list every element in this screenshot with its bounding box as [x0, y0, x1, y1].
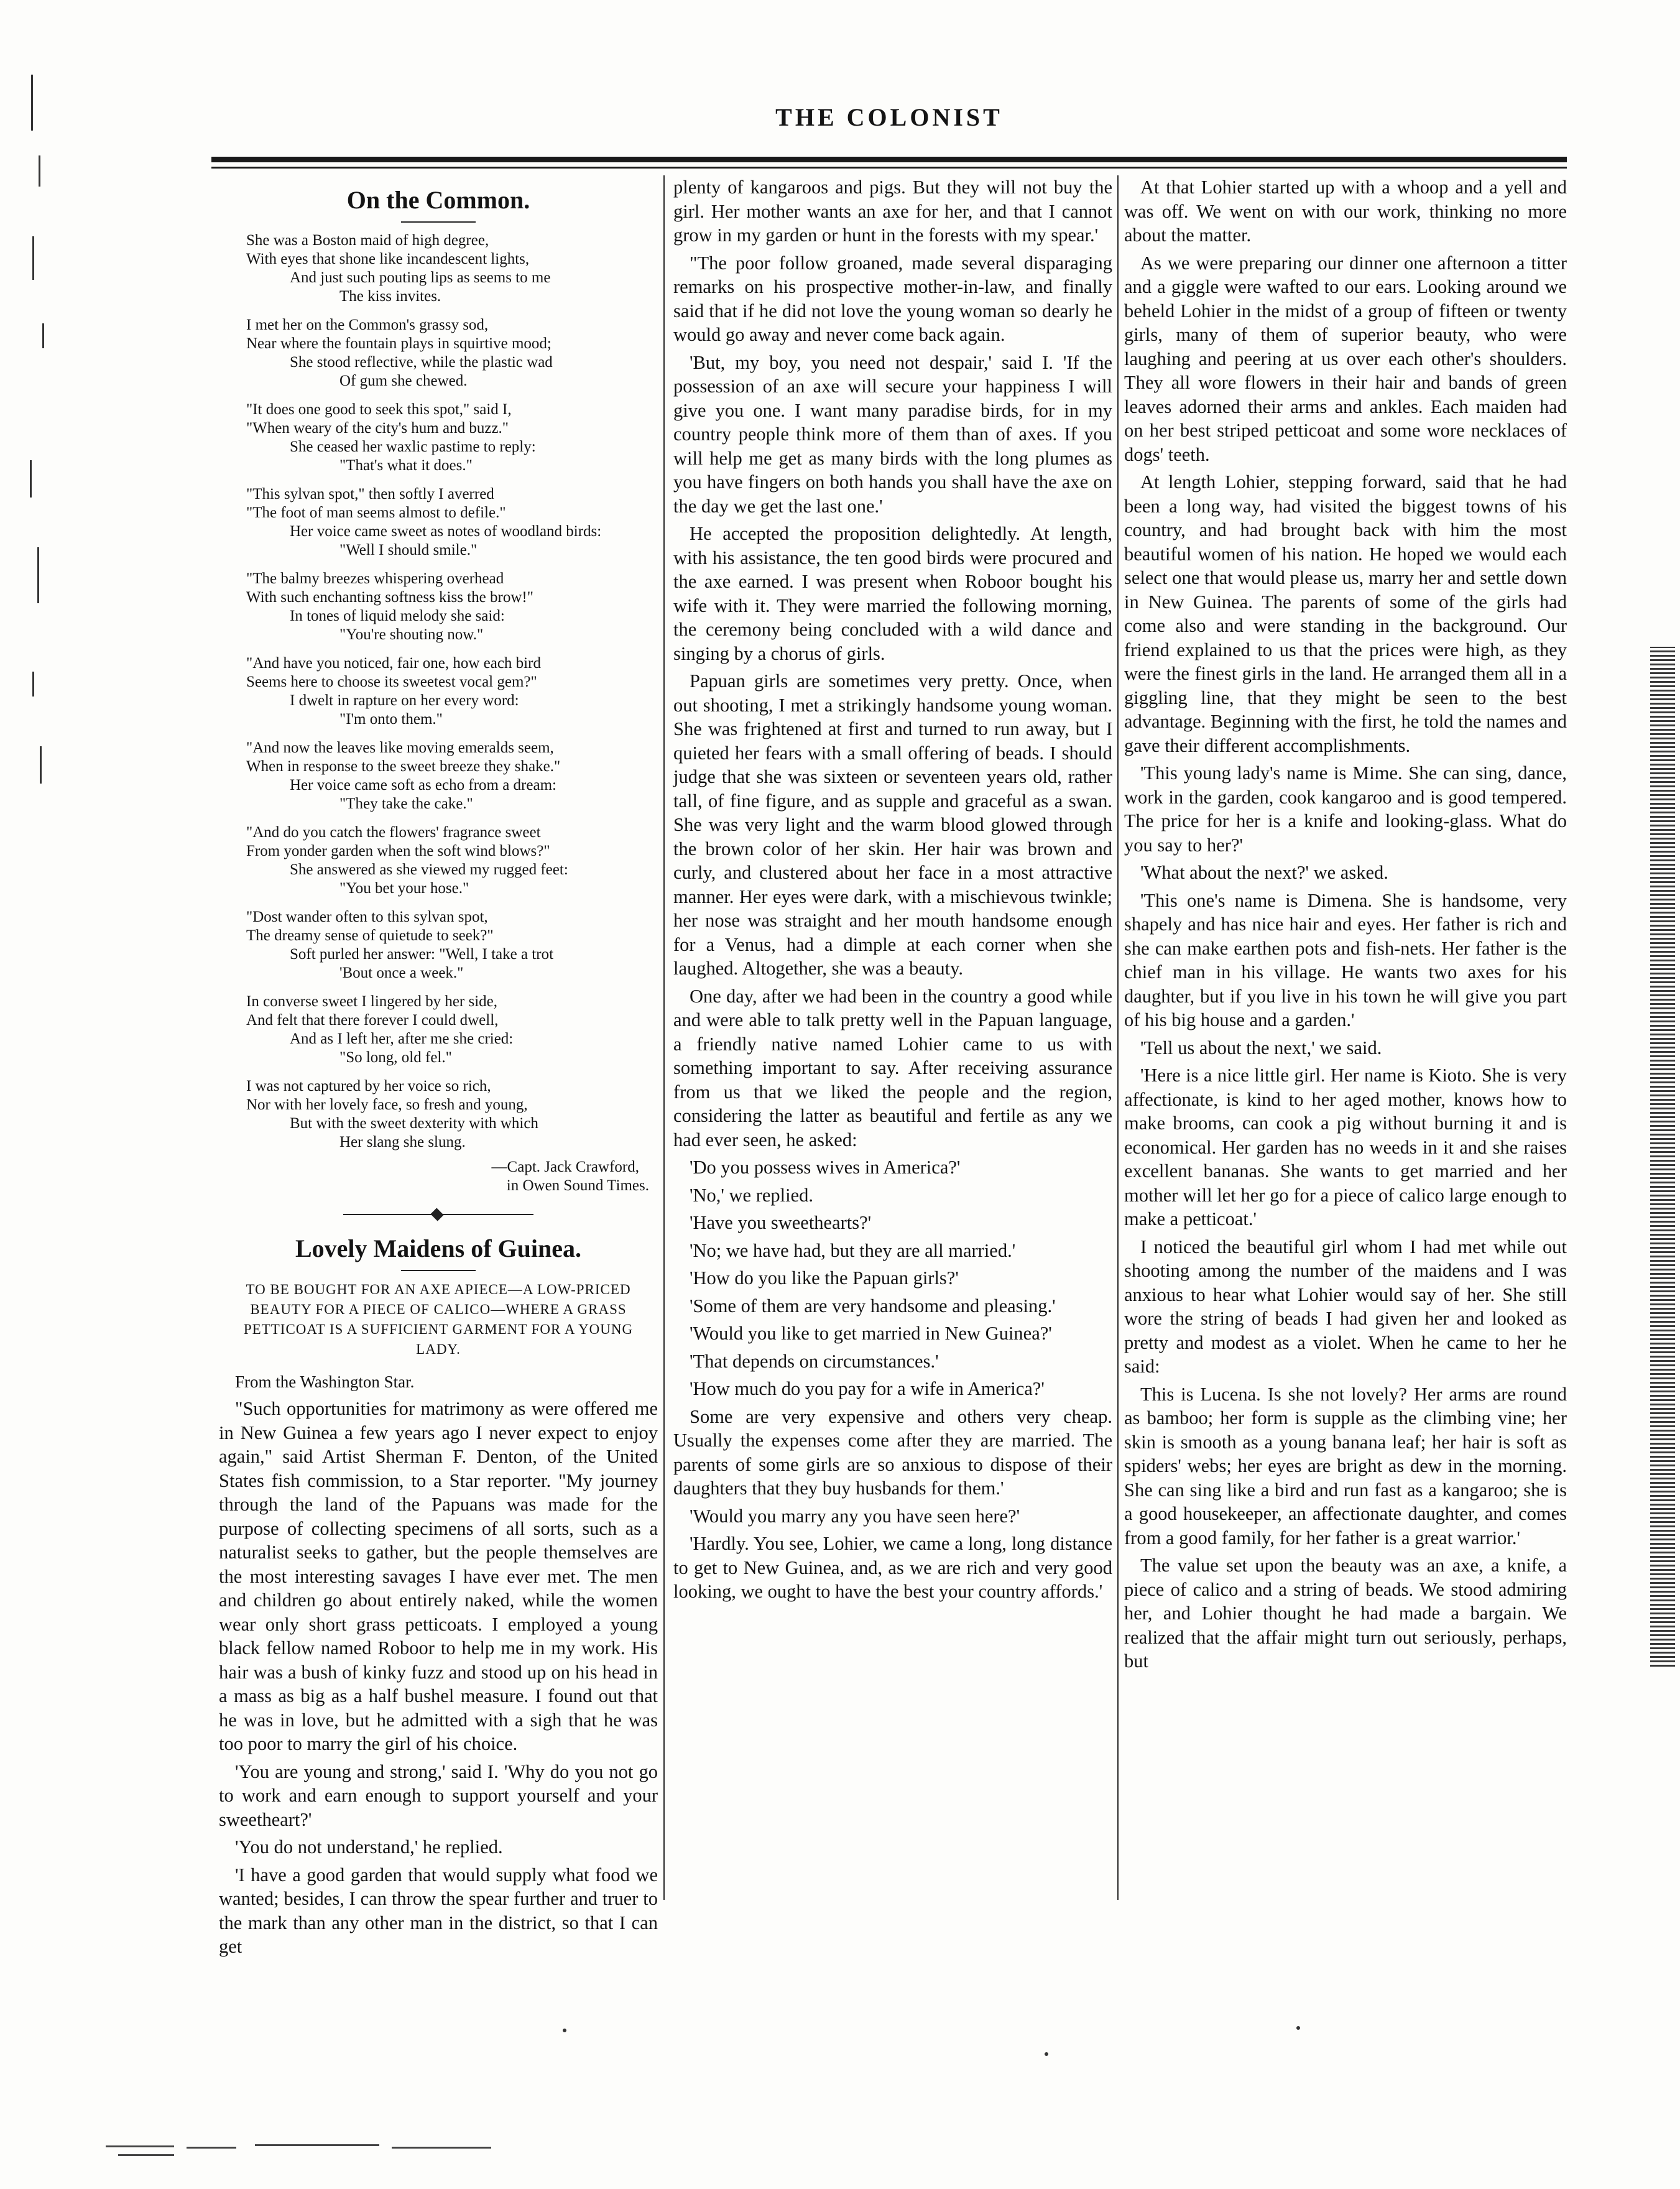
article-paragraph: 'You do not understand,' he replied.: [235, 1836, 503, 1858]
scan-margin-marks: [25, 62, 62, 808]
article-paragraph: I noticed the beautiful girl whom I had met while out shooting among the number of the maidens and I was anxious to hear what Lohier would say of her. She still wore the string of beads I had given her and looked as pretty and modest as a violet. When he came to her he said:: [1124, 1236, 1567, 1377]
poem-stanza: [219, 823, 658, 898]
poem-line: And just such pouting lips as seems to me: [290, 269, 551, 286]
poem-line: When in response to the sweet breeze they shake.": [246, 758, 561, 775]
column-2: [673, 175, 1112, 1900]
article-paragraph: 'Tell us about the next,' we said.: [1140, 1037, 1382, 1058]
poem-line: Her voice came soft as echo from a dream:: [290, 777, 556, 794]
article-source: From the Washington Star.: [235, 1372, 415, 1391]
column-3: [1124, 175, 1567, 1900]
column-3-text: [1124, 175, 1567, 1673]
masthead: THE COLONIST: [775, 103, 1003, 131]
column-rule-2: [1117, 175, 1119, 1900]
poem-line: "And now the leaves like moving emeralds seem,: [246, 739, 554, 756]
poem-stanza: [219, 739, 658, 813]
article-paragraph: 'Would you like to get married in New Guinea?': [690, 1323, 1052, 1344]
poem-line: "When weary of the city's hum and buzz.": [246, 420, 509, 437]
poem-line: With eyes that shone like incandescent lights,: [246, 251, 530, 267]
poem-line: Soft purled her answer: "Well, I take a trot: [290, 946, 554, 963]
article-paragraph: 'Some of them are very handsome and pleasing.': [690, 1295, 1056, 1317]
poem-line: With such enchanting softness kiss the brow!": [246, 589, 533, 606]
scan-bottom-marks: [93, 2139, 504, 2164]
poem-line: She answered as she viewed my rugged feet:: [290, 861, 568, 878]
article-paragraph: One day, after we had been in the country a good while and were able to talk pretty well in the Papuan language, a friendly native named Lohier came to us with something important to say. After receiving assurance from us that we liked the people and the region, considering the latter as beautiful and fertile as any we had ever seen, he asked:: [673, 985, 1112, 1150]
poem-line: The kiss invites.: [339, 288, 441, 305]
poem-stanza: [219, 654, 658, 729]
article-paragraph: The value set upon the beauty was an axe, a knife, a piece of calico and a string of beads. We stood admiring her, and Lohier thought he had made a bargain. We realized that the affair might turn out seriously, perhaps, but: [1124, 1555, 1567, 1672]
masthead-rule-thin: [211, 167, 1567, 169]
poem-line: The dreamy sense of quietude to seek?": [246, 927, 494, 944]
section-divider: [219, 1205, 658, 1224]
column-1-text: [219, 1397, 658, 1959]
poem-line: "It does one good to seek this spot," said I,: [246, 401, 512, 418]
title-dash: [401, 221, 476, 223]
article-paragraph: As we were preparing our dinner one afternoon a titter and a giggle were wafted to our ears. Looking around we beheld Lohier in the midst of a group of fifteen or twenty girls, many of them of superior beauty, who were laughing and peering at us over each other's shoulders. They all wore flowers in their hair and bands of green leaves adorned their arms and ankles. Each maiden had on her best striped petticoat and some wore necklaces of dogs' teeth.: [1124, 252, 1567, 465]
poem-stanza: [219, 485, 658, 560]
poem-line: But with the sweet dexterity with which: [290, 1115, 538, 1132]
article-paragraph: 'No; we have had, but they are all married.': [690, 1239, 1016, 1261]
column-rule-1: [663, 175, 665, 1900]
poem-line: 'Bout once a week.": [339, 965, 464, 981]
poem-title: On the Common.: [346, 186, 530, 214]
article-paragraph: 'Do you possess wives in America?': [690, 1157, 961, 1178]
poem-line: "This sylvan spot," then softly I averred: [246, 486, 494, 502]
poem-line: I met her on the Common's grassy sod,: [246, 317, 489, 333]
article-paragraph: 'This young lady's name is Mime. She can sing, dance, work in the garden, cook kangaroo and is good tempered. The price for her is a knife and looking-glass. What do you say to her?': [1124, 762, 1567, 856]
masthead-rule-thick: [211, 157, 1567, 162]
article-deck: TO BE BOUGHT FOR AN AXE APIECE—A LOW-PRICED BEAUTY FOR A PIECE OF CALICO—WHERE A GRASS PETTICOAT IS A SUFFICIENT GARMENT FOR A YOUNG LADY.: [243, 1282, 634, 1357]
poem-line: Her voice came sweet as notes of woodland birds:: [290, 523, 602, 540]
poem-line: "You bet your hose.": [339, 880, 469, 897]
poem-stanza: [219, 231, 658, 306]
article-paragraph: "Such opportunities for matrimony as were offered me in New Guinea a few years ago I never expect to enjoy again," said Artist Sherman F. Denton, of the United States fish commission, to a Star reporter. "My journey through the land of the Papuans was made for the purpose of collecting specimens of all sorts, such as a naturalist seeks to gather, but the people themselves are the most interesting savages I have ever met. The men and children go about entirely naked, while the women wear only short grass petticoats. I employed a young black fellow named Roboor to help me in my work. His hair was a bush of kinky fuzz and stood up on his head in a mass as big as a half bushel measure. I found out that he was in love, but he admitted with a sigh that he was too poor to marry the girl of his choice.: [219, 1398, 658, 1754]
article-paragraph: 'Have you sweethearts?': [690, 1212, 872, 1233]
article-paragraph: "The poor follow groaned, made several disparaging remarks on his prospective mother-in-law, and finally said that if he did not love the young woman so dearly he would go away and never come back again.: [673, 252, 1112, 345]
poem-line: "And do you catch the flowers' fragrance sweet: [246, 824, 541, 841]
poem-line: She stood reflective, while the plastic wad: [290, 354, 553, 371]
column-1: [219, 175, 658, 1957]
poem-line: I was not captured by her voice so rich,: [246, 1078, 491, 1094]
article-paragraph: 'This one's name is Dimena. She is handsome, very shapely and has nice hair and eyes. Her father is rich and she can make earthen pots and fish-nets. Her father is the chief man in his village. He wants two axes for his daughter, but if you live in his town he will give you part of his big house and a garden.': [1124, 889, 1567, 1030]
poem-credit: —Capt. Jack Crawford,: [491, 1159, 639, 1175]
article-title: Lovely Maidens of Guinea.: [295, 1234, 582, 1262]
title-dash: [401, 1270, 476, 1271]
poem-line: "I'm onto them.": [339, 711, 443, 728]
poem-stanza: [219, 993, 658, 1067]
poem-line: From yonder garden when the soft wind blows?": [246, 843, 550, 859]
article-paragraph: plenty of kangaroos and pigs. But they will not buy the girl. Her mother wants an axe for her, and that I cannot grow in my garden or hunt in the forests with my spear.': [673, 177, 1112, 246]
poem-line: Her slang she slung.: [339, 1134, 466, 1150]
article-paragraph: 'You are young and strong,' said I. 'Why do you not go to work and earn enough to support yourself and your sweetheart?': [219, 1761, 658, 1830]
poem-line: "They take the cake.": [339, 795, 473, 812]
article-paragraph: Papuan girls are sometimes very pretty. Once, when out shooting, I met a strikingly handsome young woman. She was frightened at first and turned to run away, but I quieted her fears with a small offering of beads. I should judge that she was sixteen or seventeen years old, rather tall, of fine figure, and as supple and graceful as a swan. She was very light and the warm blood glowed through the brown color of her skin. Her hair was brown and curly, and clustered about her face in a most attractive manner. Her eyes were dark, with a mischievous twinkle; her nose was straight and her mouth handsome enough for a Venus, had a dimple at each corner when she laughed. Altogether, she was a beauty.: [673, 670, 1112, 979]
article-paragraph: 'Hardly. You see, Lohier, we came a long, long distance to get to New Guinea, and, as we are rich and very good looking, we ought to have the best your country affords.': [673, 1533, 1112, 1602]
article-paragraph: 'No,' we replied.: [690, 1184, 814, 1206]
poem-line: Nor with her lovely face, so fresh and young,: [246, 1096, 528, 1113]
article-paragraph: 'I have a good garden that would supply what food we wanted; besides, I can throw the spear further and truer to the mark than any other man in the district, so that I can get: [219, 1864, 658, 1957]
poem-line: "Dost wander often to this sylvan spot,: [246, 909, 488, 925]
article-paragraph: 'That depends on circumstances.': [690, 1350, 939, 1372]
poem-line: I dwelt in rapture on her every word:: [290, 692, 519, 709]
poem-line: Of gum she chewed.: [339, 373, 468, 389]
article-paragraph: At that Lohier started up with a whoop and a yell and was off. We went on with our work, thinking no more about the matter.: [1124, 177, 1567, 246]
article-paragraph: 'But, my boy, you need not despair,' said I. 'If the possession of an axe will secure your happiness I will give you one. I want many paradise birds, for in my country people think more of them than of axes. If you will help me get as many birds with the long plumes as you have fingers on both hands you shall have the axe on the day we get the last one.': [673, 351, 1112, 517]
poem-line: "That's what it does.": [339, 457, 473, 474]
article-paragraph: 'How much do you pay for a wife in America?': [690, 1378, 1045, 1399]
poem-line: "And have you noticed, fair one, how each bird: [246, 655, 541, 672]
poem-line: "Well I should smile.": [339, 542, 478, 558]
article-paragraph: He accepted the proposition delightedly. At length, with his assistance, the ten good birds were procured and the axe earned. I was present when Roboor bought his wife with it. They were married the following morning, the ceremony being concluded with a wild dance and singing by a chorus of girls.: [673, 523, 1112, 664]
article-paragraph: 'Would you marry any you have seen here?': [690, 1505, 1020, 1527]
poem-line: Near where the fountain plays in squirtive mood;: [246, 335, 552, 352]
article-paragraph: At length Lohier, stepping forward, said that he had been a long way, had visited the biggest towns of his country, and had brought back with him the most beautiful women of his nation. He hoped we would each select one that would please us, marry her and settle down in New Guinea. The parents of some of the girls had come also and were standing in the background. Our friend explained to us that the prices were high, as they were the finest girls in the land. He arranged them all in a giggling line, that they might be seen to the best advantage. Beginning with the first, he told the names and gave their different accomplishments.: [1124, 471, 1567, 756]
scan-right-edge-noise: [1650, 647, 1675, 1667]
column-2-text: [673, 175, 1112, 1604]
poem-stanza: [219, 570, 658, 644]
article-paragraph: 'Here is a nice little girl. Her name is Kioto. She is very affectionate, is kind to her aged mother, knows how to make brooms, can cook a pig without burning it and is economical. Her garden has no weeds in it and she raises excellent bananas. She wants to get married and her mother will let her go for a piece of calico large enough to make a petticoat.': [1124, 1065, 1567, 1229]
poem-line: And felt that there forever I could dwell,: [246, 1012, 499, 1029]
poem-stanza: [219, 1077, 658, 1152]
scan-speck: [1045, 2052, 1048, 2056]
poem-credit-source: in Owen Sound Times.: [506, 1177, 649, 1194]
poem-body: [219, 231, 658, 1152]
poem-line: In tones of liquid melody she said:: [290, 608, 505, 624]
poem-line: "The balmy breezes whispering overhead: [246, 570, 504, 587]
poem-line: "You're shouting now.": [339, 626, 484, 643]
article-paragraph: Some are very expensive and others very cheap. Usually the expenses come after they are married. The parents of some girls are so anxious to dispose of their daughters that they buy husbands for them.': [673, 1405, 1112, 1499]
poem-line: And as I left her, after me she cried:: [290, 1030, 514, 1047]
poem-stanza: [219, 908, 658, 983]
poem-stanza: [219, 400, 658, 475]
poem-line: She ceased her waxlic pastime to reply:: [290, 438, 536, 455]
poem-line: She was a Boston maid of high degree,: [246, 232, 489, 249]
poem-line: Seems here to choose its sweetest vocal gem?": [246, 673, 537, 690]
poem-line: "So long, old fel.": [339, 1049, 452, 1066]
scan-speck: [1296, 2026, 1300, 2030]
article-paragraph: 'How do you like the Papuan girls?': [690, 1267, 959, 1289]
article-paragraph: 'What about the next?' we asked.: [1140, 862, 1388, 883]
poem-line: In converse sweet I lingered by her side,: [246, 993, 498, 1010]
poem-line: "The foot of man seems almost to defile.": [246, 504, 506, 521]
poem-stanza: [219, 316, 658, 391]
scan-speck: [563, 2029, 566, 2032]
article-paragraph: This is Lucena. Is she not lovely? Her arms are round as bamboo; her form is supple as the climbing vine; her skin is smooth as a young banana leaf; her hair is soft as spiders' webs; her eyes are bright as dew in the morning. She can sing like a bird and run fast as a kangaroo; she is a good housekeeper, an affectionate daughter, and comes from a good family, for her father is a great warrior.': [1124, 1383, 1567, 1548]
